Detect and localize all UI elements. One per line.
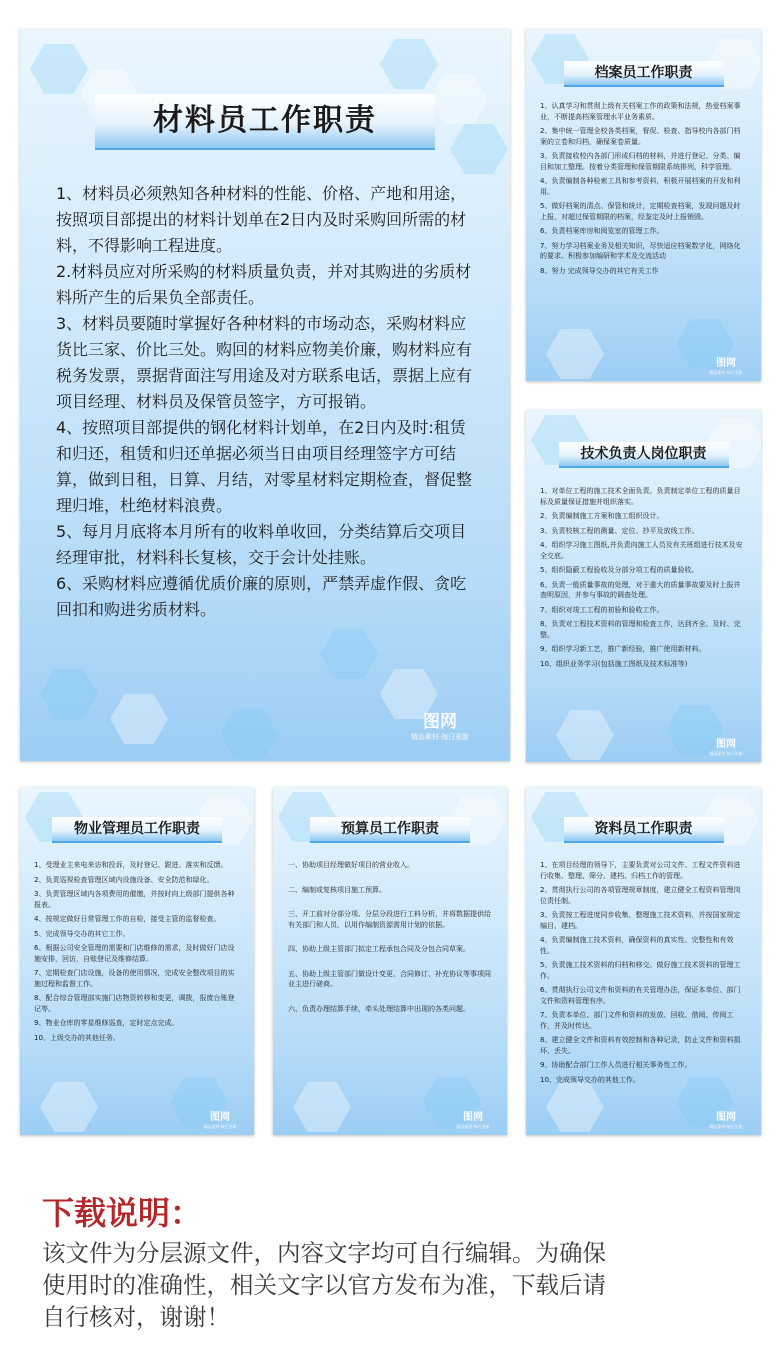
list-item: 10、组织业务学习(包括施工图纸及技术标准等) (540, 659, 688, 668)
logo (698, 732, 754, 757)
paragraph: 6、采购材料应遵循优质价廉的原则，严禁弄虚作假、贪吃回扣和购进劣质材料。 (56, 574, 467, 619)
list-item: 2、负责编制施工方案和施工组织设计。 (540, 512, 664, 520)
poster-title: 物业管理员工作职责 (52, 817, 222, 843)
list-item: 4、负责编制各种检索工具和参考资料，积极开展档案的开发和利用。 (540, 177, 741, 196)
paragraph: 1、材料员必须熟知各种材料的性能、价格、产地和用途，按照项目部提出的材料计划单在2日内及时采购回所需的材料，不得影响工程进度。 (56, 184, 467, 255)
logo-brand: 图网 (716, 1112, 736, 1123)
list-item: 5、做好档案的清点、保管和统计，定期检查档案，发现问题及时上报，对超过保管期限的档案，经鉴定及时上报销毁。 (540, 202, 741, 221)
list-item: 二、编制或复核项目施工预算。 (288, 885, 386, 894)
list-item: 三、开工前对分部分项、分层分段进行工料分析，并将数据提供给有关部门和人员，以用作编制资源需用计划的依据。 (288, 910, 491, 929)
list-item: 1、对单位工程的施工技术全面负责。负责制定单位工程的质量目标及质量保证措施并组织落实。 (540, 487, 741, 506)
list-item: 3、负责管理区域内各项费用的催缴，并按时向上级部门提供各种报表。 (34, 890, 235, 909)
logo-brand: 图网 (423, 712, 457, 732)
logo (698, 1105, 754, 1130)
archivist-poster-body (540, 101, 747, 280)
list-item: 4、按规定做好日常管理工作的自检，接受主管的监督检查。 (34, 915, 221, 923)
list-item: 4、负责编制施工技术资料，确保资料的真实性、完整性和有效性。 (540, 936, 734, 955)
tech-lead-poster-body (540, 486, 747, 673)
list-item: 4、组织学习施工图纸,并负责向施工人员及有关班组进行技术及安全交底。 (540, 541, 743, 560)
list-item: 2、贯彻执行公司的各项管理规章制度，建立健全工程资料管理岗位责任制。 (540, 886, 741, 905)
logo-brand: 图网 (463, 1112, 483, 1123)
list-item: 9、组织学习新工艺，推广新经验，推广使用新材料。 (540, 645, 706, 653)
list-item: 1、受理业主来电来访和投诉，及时登记、跟进、落实和反馈。 (34, 861, 228, 869)
list-item: 6、负责一般质量事故的处理，对于重大的质量事故要及时上报并查明原因，并参与事故的调查处理。 (540, 580, 741, 599)
list-item: 9、协助配合部门工作人员进行相关事务性工作。 (540, 1061, 692, 1069)
download-note-line: 该文件为分层源文件，内容文字均可自行编辑。为确保 (42, 1239, 606, 1267)
list-item: 7、组织对竣工工程的初验和验收工作。 (540, 605, 664, 614)
logo-brand: 图网 (210, 1112, 230, 1123)
list-item: 六、负责办理结算手续，牵头处理结算中出现的各类问题。 (288, 1004, 470, 1013)
download-note-line: 使用时的准确性，相关文字以官方发布为准，下载后请 (42, 1271, 606, 1299)
poster-title: 档案员工作职责 (564, 61, 724, 87)
list-item: 2、负责巡视检查管理区域内设施设备、安全防范和绿化。 (34, 875, 214, 884)
logo-brand: 图网 (716, 358, 736, 369)
logo-slogan: 精品素材·每日更新 (203, 1124, 237, 1129)
logo-brand: 图网 (716, 739, 736, 750)
list-item: 3、负责接收校内各部门形成归档的材料，并进行登记、分类、编目和加工整理。按着分类管理和保管期限系统排列，科学管理。 (540, 152, 741, 171)
property-poster-body (34, 860, 240, 1047)
list-item: 10、上级交办的其他任务。 (34, 1033, 120, 1042)
records-poster (526, 787, 761, 1135)
list-item: 5、组织隐蔽工程验收及分部分项工程的质量验收。 (540, 566, 699, 574)
poster-title: 预算员工作职责 (310, 817, 470, 843)
list-item: 6、负责档案库房和阅览室的管理工作。 (540, 227, 664, 235)
paragraph: 5、每月月底将本月所有的收料单收回，分类结算后交项目经理审批，材料科长复核，交于会计处挂账。 (56, 522, 467, 567)
logo-slogan: 精品素材·每日更新 (709, 370, 743, 375)
property-poster (20, 787, 254, 1135)
main-poster-body (56, 181, 476, 623)
paragraph: 3、材料员要随时掌握好各种材料的市场动态，采购材料应货比三家、价比三处。购回的材料应物美价廉，购材料应有税务发票，票据背面注写用途及对方联系电话，票据上应有项目经理、材料员及保管员签字，方可报销。 (56, 314, 473, 411)
list-item: 5、完成领导交办的其它工作。 (34, 929, 130, 938)
list-item: 1、认真学习和贯彻上级有关档案工作的政策和法规，热爱档案事业，不断提高档案管理水平业务素质。 (540, 102, 741, 121)
list-item: 10、完成领导交办的其他工作。 (540, 1075, 640, 1084)
download-note-body (42, 1237, 742, 1333)
budget-poster-body (288, 860, 492, 1028)
logo (192, 1105, 248, 1130)
list-item: 8、配合综合管理部实施门店物资转移和变更，调拨，报废台账登记等。 (34, 994, 235, 1013)
list-item: 8、努力 完成领导交办的其它有关工作 (540, 266, 659, 275)
poster-title: 材料员工作职责 (95, 94, 435, 150)
budget-poster (273, 787, 507, 1135)
list-item: 五、协助上级主管部门做设计变更、合同修订、补充协议等事项同业主进行磋商。 (288, 969, 491, 988)
download-note-line: 自行核对，谢谢！ (42, 1303, 230, 1331)
paragraph: 2.材料员应对所采购的材料质量负责，并对其购进的劣质材料所产生的后果负全部责任。 (56, 262, 472, 307)
list-item: 一、协助项目经理做好项目的营业收入。 (288, 861, 414, 869)
logo-slogan: 精品素材·每日更新 (410, 733, 470, 741)
logo (395, 707, 485, 742)
logo-slogan: 精品素材·每日更新 (456, 1124, 490, 1129)
main-poster (20, 29, 510, 761)
list-item: 9、物业仓库的零星维修巡查，定时定点完成。 (34, 1019, 179, 1027)
list-item: 2、集中统一管理全校各类档案，督促、检查、指导校内各部门档案的立卷和归档，确保案卷质量。 (540, 127, 741, 146)
list-item: 3、负责校核工程的测量、定位、抄平及放线工作。 (540, 526, 699, 535)
records-poster-body (540, 860, 747, 1089)
list-item: 3、负责按工程进度同步收集、整理施工技术资料，并按国家规定编目、建档。 (540, 911, 741, 930)
list-item: 5、负责施工技术资料的归档和移交。做好施工技术资料的管理工作。 (540, 961, 741, 980)
list-item: 7、负责本单位、部门文件和资料的发放、回收、借阅、传阅工作，并及时传达。 (540, 1011, 734, 1030)
list-item: 8、负责对工程技术资料的管理和检查工作，达到齐全、及时、完整。 (540, 620, 741, 639)
archivist-poster (526, 29, 761, 381)
list-item: 7、努力学习档案业务及相关知识，尽快适应档案数字化，网络化的要求。积极参加编研和学术及交流活动 (540, 241, 741, 260)
logo-slogan: 精品素材·每日更新 (709, 1124, 743, 1129)
poster-title: 技术负责人岗位职责 (559, 442, 729, 468)
list-item: 四、协助上级主管部门拟定工程承包合同及分包合同草案。 (288, 945, 470, 953)
list-item: 8、建立健全文件和资料有效控制和各种记录，防止文件和资料损坏、丢失。 (540, 1036, 741, 1055)
logo (698, 351, 754, 376)
logo (445, 1105, 501, 1130)
list-item: 1、在项目经理的领导下，主要负责对公司文件、工程文件资料进行收集、整理、筛分、建档、归档工作的管理。 (540, 861, 741, 880)
list-item: 6、根据公司安全管理的需要和门店维修的需求，及时做好门店设施安排，回访，自账登记及维修结算。 (34, 944, 235, 963)
list-item: 6、贯彻执行公司文件和资料的有关管理办法，保证本单位、部门文件和资料管理有序。 (540, 986, 741, 1005)
logo-slogan: 精品素材·每日更新 (709, 751, 743, 756)
paragraph: 4、按照项目部提供的钢化材料计划单，在2日内及时:租赁和归还，租赁和归还单据必须当日由项目经理签字方可结算，做到日租，日算、月结，对零星材料定期检查，督促整理归堆，杜绝材料浪费。 (56, 418, 473, 515)
list-item: 7、定期检查门店设施，设备的使用情况，完成安全整改项目的实施过程和监督工作。 (34, 969, 235, 988)
poster-title: 资料员工作职责 (564, 817, 724, 843)
tech-lead-poster (526, 410, 761, 762)
download-note-title: 下载说明： (42, 1194, 203, 1232)
